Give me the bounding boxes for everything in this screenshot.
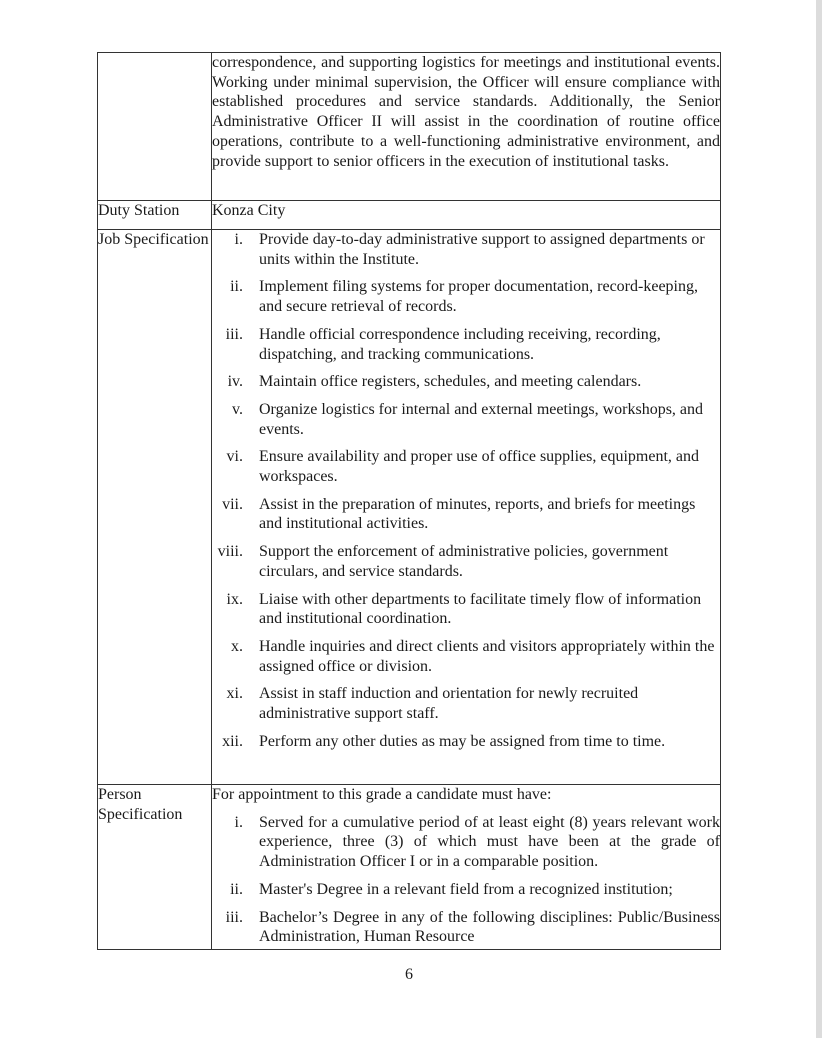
list-item — [212, 372, 720, 392]
list-item — [212, 230, 720, 269]
list-item — [212, 732, 720, 752]
list-item — [212, 813, 720, 872]
table-row — [98, 230, 721, 785]
item-number: ix. — [226, 590, 243, 608]
item-number: iii. — [225, 325, 243, 343]
job-specification-list — [212, 230, 720, 751]
item-number: iii. — [225, 908, 243, 926]
intro-text: correspondence, and supporting logistics for meetings and institutional events. Working under minimal supervision, the Officer will ensure compliance with established procedures and service standards. Additionally, the Senior Administrative Officer II will assist in the coordination of routine office operations, contribute to a well-functioning administrative environment, and provide support to senior officers in the execution of institutional tasks. — [212, 53, 721, 201]
table-row — [98, 785, 721, 950]
empty-label-cell — [98, 53, 212, 201]
item-number: xii. — [222, 732, 243, 750]
item-text: Master's Degree in a relevant field from a recognized institution; — [259, 880, 673, 898]
job-specification-label: Job Specification — [98, 230, 212, 785]
list-item — [212, 908, 720, 947]
item-text: Support the enforcement of administrative policies, government circulars, and service standards. — [259, 543, 669, 580]
item-number: vii. — [222, 495, 243, 513]
job-specification-cell — [212, 230, 721, 785]
person-specification-label: Person Specification — [98, 785, 212, 950]
page-edge — [816, 0, 822, 1038]
item-number: ii. — [230, 880, 243, 898]
item-text: Ensure availability and proper use of office supplies, equipment, and workspaces. — [259, 448, 700, 486]
item-text: Provide day-to-day administrative support to assigned departments or units within the Institute. — [259, 231, 705, 268]
item-number: iv. — [227, 373, 243, 391]
item-text: Liaise with other departments to facilitate timely flow of information and institutional coordination. — [259, 590, 702, 628]
item-number: v. — [232, 400, 243, 418]
item-number: x. — [231, 637, 243, 655]
item-text: Handle inquiries and direct clients and visitors appropriately within the assigned office or division. — [259, 637, 715, 675]
list-item — [212, 590, 720, 629]
item-number: i. — [234, 813, 243, 831]
list-item — [212, 637, 720, 676]
item-text: Bachelor’s Degree in any of the following disciplines: Public/Business Administration, Human Resource — [259, 908, 720, 946]
list-item — [212, 495, 720, 534]
person-specification-list — [212, 813, 720, 947]
item-text: Served for a cumulative period of at least eight (8) years relevant work experience, three (3) of which must have been at the grade of Administration Officer I or in a comparable position. — [259, 813, 720, 871]
item-text: Organize logistics for internal and external meetings, workshops, and events. — [259, 400, 704, 438]
list-item — [212, 400, 720, 439]
duty-station-value: Konza City — [212, 201, 721, 230]
list-item — [212, 880, 720, 900]
list-item — [212, 447, 720, 486]
person-specification-intro: For appointment to this grade a candidate must have: — [212, 786, 552, 803]
item-text: Implement filing systems for proper documentation, record-keeping, and secure retrieval of records. — [259, 278, 698, 316]
duty-station-label: Duty Station — [98, 201, 212, 230]
job-details-table — [97, 52, 721, 950]
list-item — [212, 684, 720, 723]
item-number: xi. — [226, 685, 243, 703]
item-text: Maintain office registers, schedules, and meeting calendars. — [259, 373, 642, 391]
table-row — [98, 53, 721, 201]
item-text: Assist in staff induction and orientation for newly recruited administrative support staff. — [259, 685, 639, 723]
person-specification-cell — [212, 785, 721, 950]
item-number: i. — [234, 231, 243, 248]
item-text: Handle official correspondence including receiving, recording, dispatching, and tracking communications. — [259, 325, 661, 363]
list-item — [212, 542, 720, 581]
item-number: viii. — [217, 543, 243, 561]
item-number: ii. — [230, 278, 243, 296]
item-number: vi. — [226, 448, 243, 466]
list-item — [212, 325, 720, 364]
item-text: Assist in the preparation of minutes, reports, and briefs for meetings and institutional activities. — [259, 495, 696, 533]
list-item — [212, 277, 720, 316]
item-text: Perform any other duties as may be assigned from time to time. — [259, 732, 666, 750]
page-number: 6 — [405, 966, 413, 983]
table-row — [98, 201, 721, 230]
